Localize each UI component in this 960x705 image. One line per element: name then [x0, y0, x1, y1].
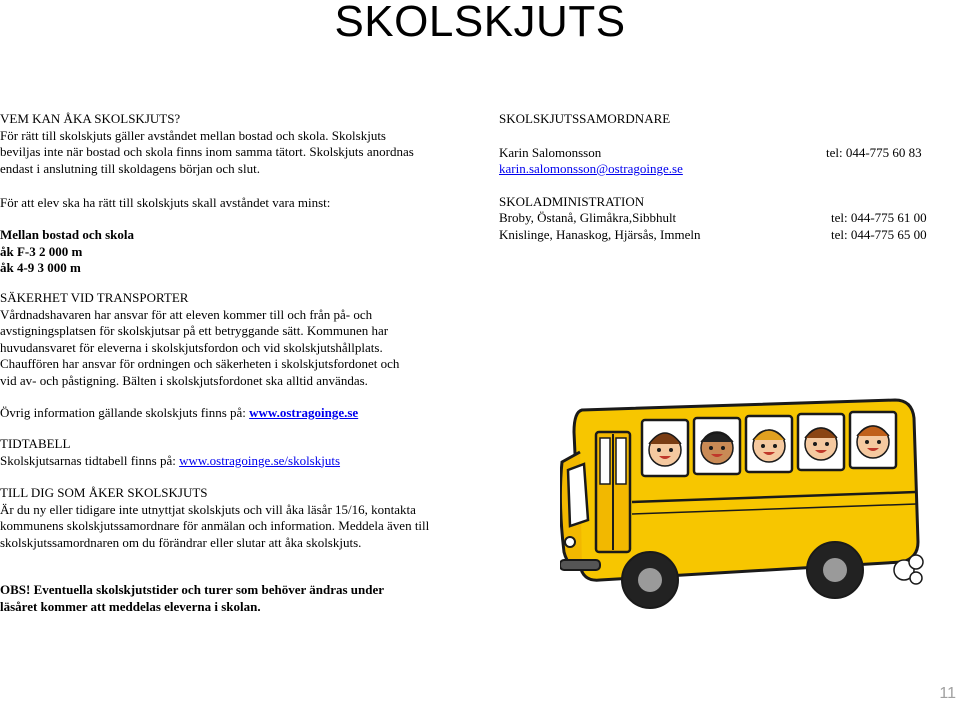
- timetable-line: [0, 453, 340, 470]
- school-bus-icon: [560, 392, 925, 627]
- administration-areas: Knislinge, Hanaskog, Hjärsås, Immeln: [499, 227, 701, 242]
- who-line: endast i anslutning till skoldagens början och slut.: [0, 160, 260, 176]
- timetable-link[interactable]: www.ostragoinge.se/skolskjuts: [179, 452, 341, 468]
- page-number: 11: [939, 685, 956, 702]
- safety-line: vid av- och påstigning. Bälten i skolskjutsfordonet ska alltid användas.: [0, 372, 368, 388]
- notice-section: [0, 485, 429, 551]
- obs-section: [0, 582, 384, 615]
- who-heading: VEM KAN ÅKA SKOLSKJUTS?: [0, 111, 181, 126]
- coordinator-phone: tel: 044-775 60 83: [826, 145, 922, 160]
- notice-line: kommunens skolskjutssamordnare för anmälan och information. Meddela även till: [0, 518, 430, 533]
- distance-row: åk F-3 2 000 m: [0, 243, 83, 259]
- timetable-section: [0, 436, 340, 469]
- administration-phone: tel: 044-775 61 00: [831, 210, 927, 225]
- timetable-text: Skolskjutsarnas tidtabell finns på:: [0, 452, 180, 468]
- distance-row: åk 4-9 3 000 m: [0, 260, 81, 275]
- safety-section: [0, 290, 399, 389]
- distance-section: [0, 227, 134, 277]
- website-link[interactable]: www.ostragoinge.se: [249, 405, 359, 420]
- obs-line: läsåret kommer att meddelas eleverna i skolan.: [0, 598, 261, 614]
- coordinator-heading: SKOLSKJUTSSAMORDNARE: [499, 111, 671, 126]
- administration-areas: Broby, Östanå, Glimåkra,Sibbhult: [499, 210, 677, 225]
- safety-line: Vårdnadshavaren har ansvar för att eleven kommer till och från på- och: [0, 306, 373, 322]
- notice-line: Är du ny eller tidigare inte utnyttjat skolskjuts och vill åka läsår 15/16, kontakta: [0, 501, 416, 517]
- who-section: [0, 111, 414, 177]
- coordinator-name: Karin Salomonsson: [499, 145, 602, 160]
- other-info: [0, 405, 358, 422]
- safety-line: Chauffören har ansvar för ordningen och säkerheten i skolskjutsfordonet och: [0, 356, 400, 371]
- safety-line: huvudansvaret för eleverna i skolskjutsfordon och vid skolskjutshållplats.: [0, 339, 383, 355]
- coordinator-email-link[interactable]: [499, 161, 683, 178]
- safety-line: avstigningsplatsen för skolskjutsar på ett betryggande sätt. Kommunen har: [0, 323, 389, 338]
- timetable-heading: TIDTABELL: [0, 436, 71, 451]
- coordinator-email[interactable]: karin.salomonsson@ostragoinge.se: [499, 161, 683, 176]
- notice-line: skolskjutssamordnaren om du förändrar eller slutar att åka skolskjuts.: [0, 534, 362, 550]
- notice-heading: TILL DIG SOM ÅKER SKOLSKJUTS: [0, 485, 208, 500]
- distance-subheading: Mellan bostad och skola: [0, 227, 134, 242]
- safety-heading: SÄKERHET VID TRANSPORTER: [0, 290, 189, 305]
- bus-windshield: [568, 464, 588, 526]
- who-line: beviljas inte när bostad och skola finns inom samma tätort. Skolskjuts anordnas: [0, 144, 414, 159]
- distance-intro: För att elev ska ha rätt till skolskjuts skall avståndet vara minst:: [0, 195, 331, 210]
- page-title: SKOLSKJUTS: [334, 0, 626, 46]
- obs-line: OBS! Eventuella skolskjutstider och turer som behöver ändras under: [0, 582, 385, 597]
- administration-heading: SKOLADMINISTRATION: [499, 194, 645, 209]
- who-line: För rätt till skolskjuts gäller avståndet mellan bostad och skola. Skolskjuts: [0, 127, 386, 143]
- other-info-text: Övrig information gällande skolskjuts finns på:: [0, 405, 250, 420]
- administration-phone: tel: 044-775 65 00: [831, 227, 927, 242]
